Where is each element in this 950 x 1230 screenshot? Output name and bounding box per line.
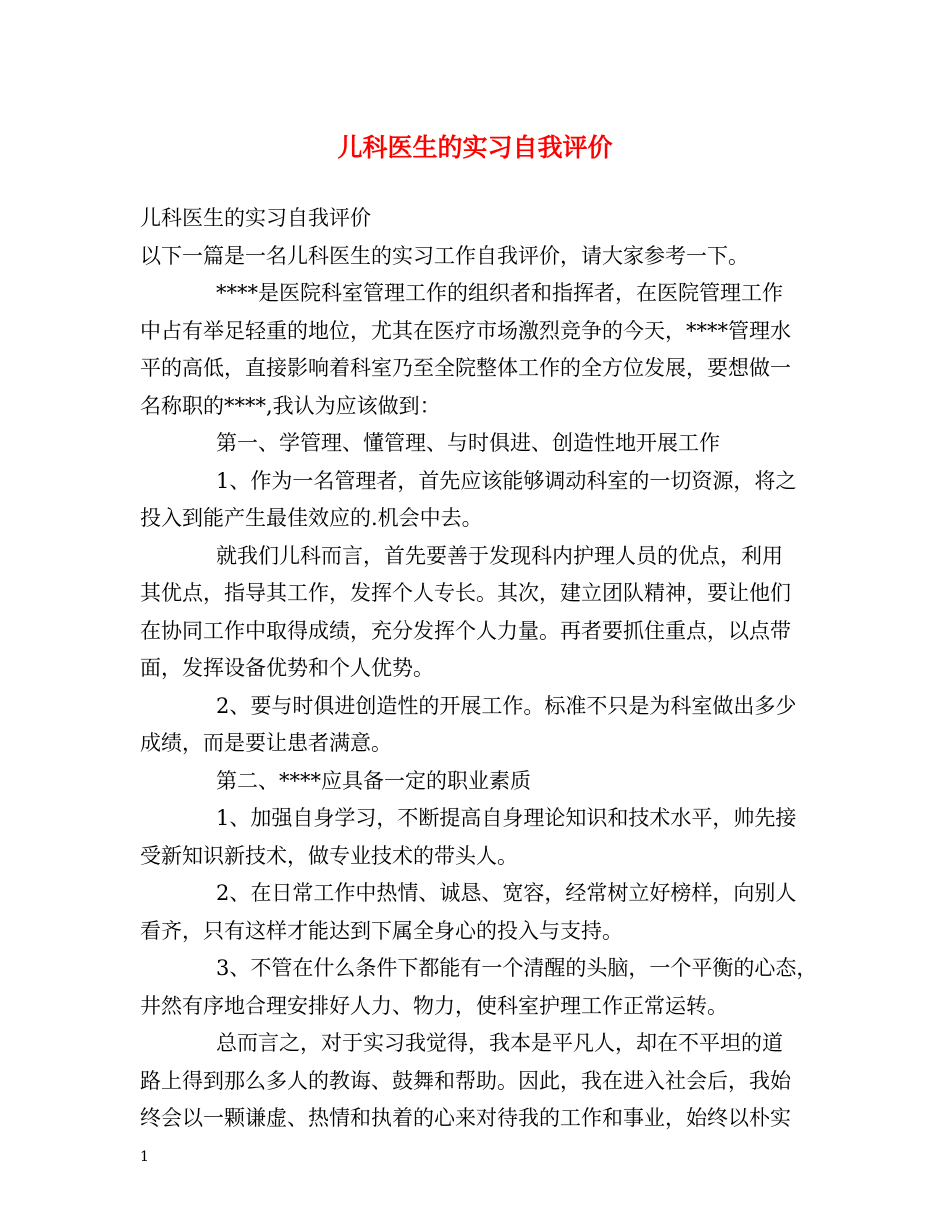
body-line: 受新知识新技术，做专业技术的带头人。 [140,843,518,868]
body-line: 1、作为一名管理者，首先应该能够调动科室的一切资源，将之 [216,468,797,493]
page-number: 1 [140,1149,149,1165]
document-body [140,200,820,1138]
body-line: 第二、****应具备一定的职业素质 [216,768,531,793]
body-line: 儿科医生的实习自我评价 [140,206,371,230]
body-line: 中占有举足轻重的地位，尤其在医疗市场激烈竞争的今天，****管理水 [140,318,791,343]
body-line: 看齐，只有这样才能达到下属全身心的投入与支持。 [140,918,623,943]
body-line: 其优点，指导其工作，发挥个人专长。其次，建立团队精神，要让他们 [140,581,791,605]
body-line: 平的高低，直接影响着科室乃至全院整体工作的全方位发展，要想做一 [140,356,791,380]
body-line: 总而言之，对于实习我觉得，我本是平凡人，却在不平坦的道 [216,1031,783,1055]
document-title: 儿科医生的实习自我评价 [337,133,613,162]
body-line: 面，发挥设备优势和个人优势。 [140,656,434,680]
body-line: 在协同工作中取得成绩，充分发挥个人力量。再者要抓住重点，以点带 [140,618,791,643]
body-line: 终会以一颗谦虚、热情和执着的心来对待我的工作和事业，始终以朴实 [140,1106,791,1130]
body-line: 名称职的****,我认为应该做到： [140,393,441,418]
body-line: 成绩，而是要让患者满意。 [140,731,392,755]
body-line: ****是医院科室管理工作的组织者和指挥者，在医院管理工作 [216,281,783,305]
body-line: 以下一篇是一名儿科医生的实习工作自我评价，请大家参考一下。 [140,243,749,268]
body-line: 2、在日常工作中热情、诚恳、宽容，经常树立好榜样，向别人 [216,881,797,905]
body-line: 3、不管在什么条件下都能有一个清醒的头脑，一个平衡的心态， [216,956,818,980]
body-line: 路上得到那么多人的教诲、鼓舞和帮助。因此，我在进入社会后，我始 [140,1068,791,1093]
body-line: 第一、学管理、懂管理、与时俱进、创造性地开展工作 [216,431,720,455]
body-line: 2、要与时俱进创造性的开展工作。标准不只是为科室做出多少 [216,693,797,718]
body-line: 投入到能产生最佳效应的.机会中去。 [140,506,483,530]
body-line: 井然有序地合理安排好人力、物力，使科室护理工作正常运转。 [140,993,728,1018]
body-line: 1、加强自身学习，不断提高自身理论知识和技术水平，帅先接 [216,806,797,830]
body-line: 就我们儿科而言，首先要善于发现科内护理人员的优点，利用 [216,543,783,568]
